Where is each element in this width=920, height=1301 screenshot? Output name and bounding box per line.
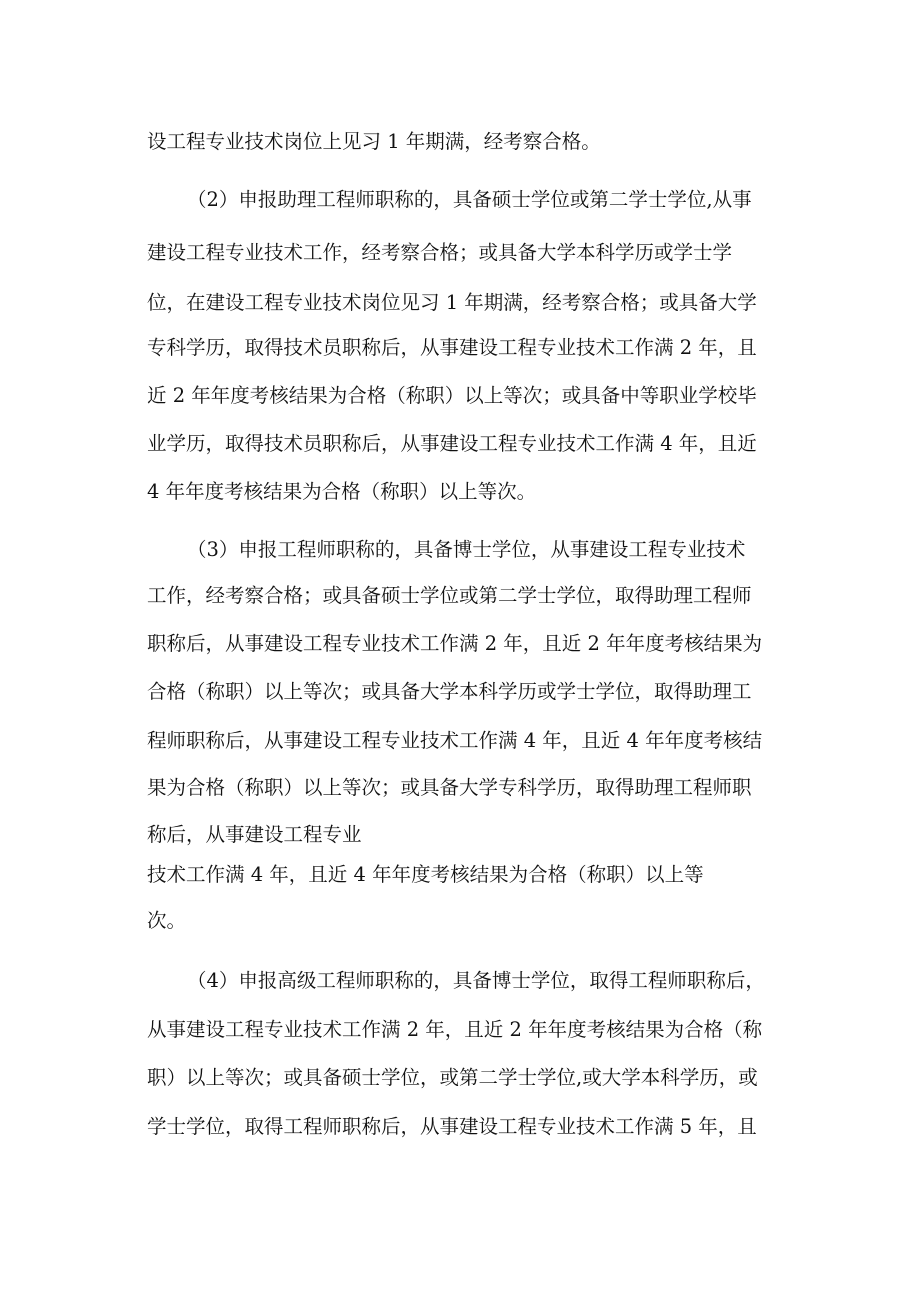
text-line: 专科学历，取得技术员职称后，从事建设工程专业技术工作满 2 年，且: [147, 336, 757, 359]
text-line: 工作，经考察合格；或具备硕士学位或第二学士学位，取得助理工程师: [147, 584, 752, 607]
paragraph-3-first-line: （3）申报工程师职称的，具备博士学位，从事建设工程专业技术: [187, 538, 746, 561]
text-line: 次。: [147, 909, 187, 932]
text-line: 合格（称职）以上等次；或具备大学本科学历或学士学位，取得助理工: [147, 680, 752, 703]
text-line: 职称后，从事建设工程专业技术工作满 2 年，且近 2 年年度考核结果为: [147, 632, 763, 655]
text-line: 业学历，取得技术员职称后，从事建设工程专业技术工作满 4 年，且近: [147, 432, 757, 455]
text-line: 学士学位，取得工程师职称后，从事建设工程专业技术工作满 5 年，且: [147, 1115, 757, 1138]
text-line: 技术工作满 4 年，且近 4 年年度考核结果为合格（称职）以上等: [147, 863, 704, 886]
text-line: 称后，从事建设工程专业: [147, 823, 362, 846]
text-line: 程师职称后，从事建设工程专业技术工作满 4 年，且近 4 年年度考核结: [147, 729, 763, 752]
text-line: 位，在建设工程专业技术岗位见习 1 年期满，经考察合格；或具备大学: [147, 291, 757, 314]
text-line: 果为合格（称职）以上等次；或具备大学专科学历，取得助理工程师职: [147, 776, 752, 799]
text-line: 4 年年度考核结果为合格（称职）以上等次。: [147, 480, 537, 503]
text-line: 近 2 年年度考核结果为合格（称职）以上等次；或具备中等职业学校毕: [147, 384, 757, 407]
text-line: 建设工程专业技术工作，经考察合格；或具备大学本科学历或学士学: [147, 241, 733, 264]
text-line: 职）以上等次；或具备硕士学位，或第二学士学位,或大学本科学历，或: [147, 1066, 758, 1089]
text-line: 从事建设工程专业技术工作满 2 年，且近 2 年年度考核结果为合格（称: [147, 1018, 763, 1041]
paragraph-2-first-line: （2）申报助理工程师职称的，具备硕士学位或第二学士学位,从事: [187, 188, 752, 211]
text-line: 设工程专业技术岗位上见习 1 年期满，经考察合格。: [147, 130, 601, 153]
paragraph-4-first-line: （4）申报高级工程师职称的，具备博士学位，取得工程师职称后，: [187, 969, 765, 992]
